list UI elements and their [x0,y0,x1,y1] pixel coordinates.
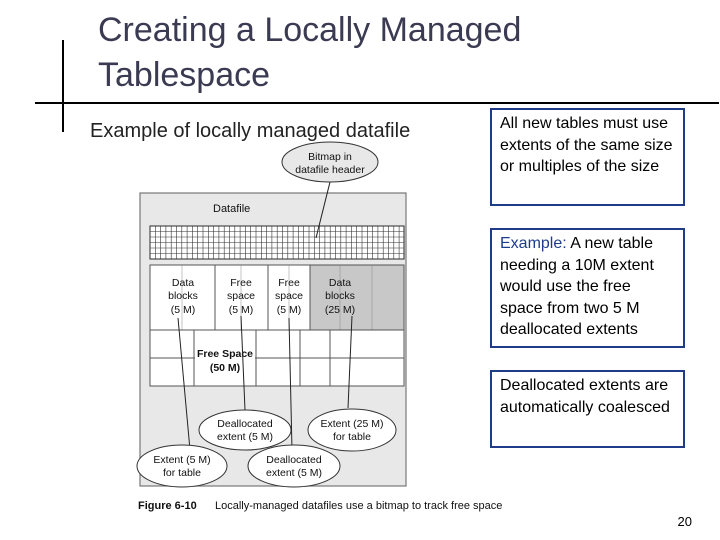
block-2-line1: Free [230,277,252,289]
figure-number: Figure 6-10 [138,500,197,512]
ellipse-4-line1: Deallocated [266,454,322,466]
free-space-line2: (50 M) [209,362,241,374]
block-3-line3: (5 M) [276,304,302,316]
ellipse-3-line2: for table [163,467,201,479]
block-free-5m-a [227,277,255,316]
block-1-line2: blocks [168,290,198,302]
block-data-5m [168,277,198,316]
dealloc-extent-ellipse-a [199,410,291,450]
extent-25m-ellipse [308,409,396,451]
block-4-line2: blocks [325,290,355,302]
block-3-line1: Free [278,277,300,289]
datafile-label: Datafile [213,203,251,215]
data-blocks-25m-shade [310,265,404,330]
block-free-5m-b [275,277,303,316]
page-number: 20 [677,514,692,529]
callout-2-prefix: Example: [500,235,567,252]
block-data-25m [325,277,355,316]
ellipse-1-line1: Deallocated [217,418,273,430]
free-space-line1: Free Space [196,348,254,360]
ellipse-4-line2: extent (5 M) [265,467,323,479]
ellipse-2-line1: Extent (25 M) [320,418,384,430]
ellipse-2-line2: for table [333,431,371,443]
block-2-line3: (5 M) [228,304,254,316]
figure-caption: Locally-managed datafiles use a bitmap to track free space [215,500,503,512]
dealloc-extent-ellipse-b [248,445,340,487]
ellipse-1-line2: extent (5 M) [216,431,274,443]
figure-intro-caption: Example of locally managed datafile [90,120,411,142]
block-1-line1: Data [171,277,195,289]
callout-3-text: Deallocated extents are automatically coalesced [500,377,670,416]
block-4-line1: Data [328,277,352,289]
block-3-line2: space [274,290,304,302]
callout-extent-size [490,108,685,206]
block-4-line3: (25 M) [324,304,356,316]
callout-example [490,228,685,348]
callout-2-text: A new table needing a 10M extent would use the free space from two 5 M deallocated extents [500,235,654,338]
slide-title-line-2: Tablespace [98,56,271,94]
slide-title-line-1: Creating a Locally Managed [98,11,522,49]
block-1-line3: (5 M) [170,304,196,316]
callout-coalesced [490,370,685,448]
extent-5m-ellipse [137,445,227,487]
bitmap-label-1: Bitmap in [308,151,352,163]
callout-1-text: All new tables must use extents of the same size or multiples of the size [500,115,673,175]
block-2-line2: space [226,290,256,302]
ellipse-3-line1: Extent (5 M) [153,454,211,466]
bitmap-label-2: datafile header [295,164,365,176]
